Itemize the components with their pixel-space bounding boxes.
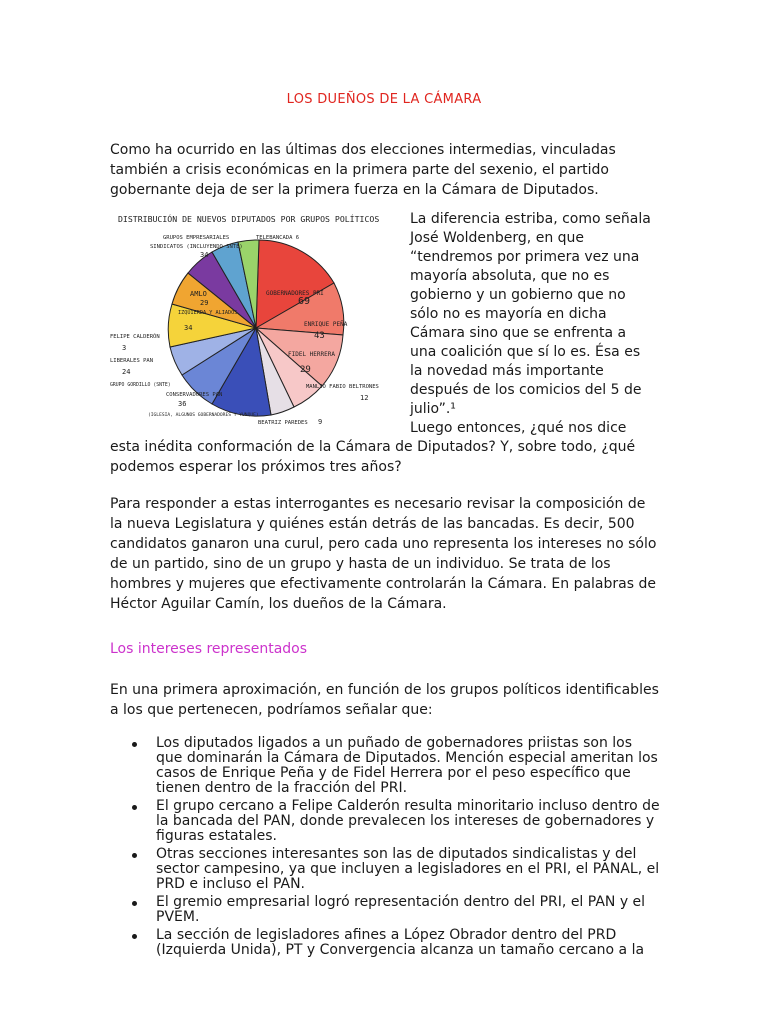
side-line: la novedad más importante bbox=[410, 363, 604, 379]
value-conservadores-pan: 36 bbox=[178, 400, 187, 408]
side-line: gobierno y un gobierno que no bbox=[410, 287, 626, 303]
side-line: después de los comicios del 5 de bbox=[410, 382, 642, 398]
value-gobernadores-pri: 69 bbox=[298, 296, 311, 307]
value-liberales-pan: 24 bbox=[122, 368, 131, 376]
value-felipe-calderon: 3 bbox=[122, 344, 127, 352]
value-beltrones: 12 bbox=[360, 394, 369, 402]
list-item: El grupo cercano a Felipe Calderón resulta minoritario incluso dentro de la bancada del PAN, donde prevalecen los intereses de gobernadores y figuras estatales. bbox=[110, 799, 660, 844]
label-liberales-pan: LIBERALES PAN bbox=[110, 358, 154, 364]
label-amlo: AMLO bbox=[190, 290, 207, 298]
figure-title: DISTRIBUCIÓN DE NUEVOS DIPUTADOS POR GRUPOS POLÍTICOS bbox=[118, 214, 380, 224]
value-amlo: 29 bbox=[200, 299, 209, 307]
value-fidel-herrera: 29 bbox=[300, 365, 311, 375]
label-grupo-gordillo: GRUPO GORDILLO (SNTE) bbox=[110, 383, 171, 388]
list-item: El gremio empresarial logró representación dentro del PRI, el PAN y el PVEM. bbox=[110, 895, 660, 925]
value-izquierda: 34 bbox=[184, 324, 193, 332]
list-item: Los diputados ligados a un puñado de gobernadores priistas son los que dominarán la Cámara de Diputados. Mención especial ameritan los casos de Enrique Peña y de Fidel Herrera por el peso específico que tienen dentro de la fracción del PRI. bbox=[110, 736, 660, 796]
label-beatriz-paredes: BEATRIZ PAREDES bbox=[258, 420, 308, 426]
list-item: La sección de legisladores afines a López Obrador dentro del PRD (Izquierda Unida), PT y Convergencia alcanza un tamaño cercano a la bbox=[110, 928, 660, 958]
pie-illustration bbox=[108, 210, 400, 430]
document-title: LOS DUEÑOS DE LA CÁMARA bbox=[286, 92, 482, 107]
value-beatriz-paredes: 9 bbox=[318, 418, 323, 426]
label-sindicatos: SINDICATOS (INCLUYENDO SNTE) bbox=[150, 244, 243, 250]
side-paragraph bbox=[410, 210, 660, 438]
label-enrique-pena: ENRIQUE PEÑA bbox=[304, 321, 348, 328]
label-empresariales: GRUPOS EMPRESARIALES bbox=[163, 235, 230, 241]
intro-paragraph: Como ha ocurrido en las últimas dos elecciones intermedias, vinculadas también a crisis económicas en la primera parte del sexenio, el partido gobernante deja de ser la primera fuerza en la Cámara de Diputados. bbox=[110, 142, 616, 198]
side-line: Cámara sino que se enfrenta a bbox=[410, 325, 627, 341]
label-conservadores-pan: CONSERVADORES PAN bbox=[166, 392, 223, 398]
side-line: La diferencia estriba, como señala bbox=[410, 211, 651, 227]
label-telebancada: TELEBANCADA 6 bbox=[256, 235, 300, 241]
label-beltrones: MANLIO FABIO BELTRONES bbox=[306, 384, 379, 390]
label-izquierda: IZQUIERDA Y ALIADOS bbox=[178, 310, 238, 316]
label-fidel-herrera: FIDEL HERRERA bbox=[288, 351, 335, 358]
continuation-paragraph: esta inédita conformación de la Cámara de Diputados? Y, sobre todo, ¿qué podemos esperar los próximos tres años? bbox=[110, 439, 636, 475]
label-conservadores-note: (IGLESIA, ALGUNOS GOBERNADORES Y YUNQUE) bbox=[148, 413, 259, 418]
list-item: Otras secciones interesantes son las de diputados sindicalistas y del sector campesino, ya que incluyen a legisladores en el PRI, el PANAL, el PRD e incluso el PAN. bbox=[110, 847, 660, 892]
side-line: “tendremos por primera vez una bbox=[410, 249, 640, 265]
label-felipe-calderon: FELIPE CALDERÓN bbox=[110, 334, 160, 340]
value-enrique-pena: 43 bbox=[314, 331, 325, 341]
label-gobernadores-pri: GOBERNADORES PRI bbox=[266, 290, 324, 297]
value-sindicatos: 34 bbox=[200, 251, 209, 259]
paragraph-aproximacion: En una primera aproximación, en función de los grupos políticos identificables a los que pertenecen, podríamos señalar que: bbox=[110, 682, 659, 718]
side-line: José Woldenberg, en que bbox=[410, 230, 585, 246]
bullet-list bbox=[110, 736, 660, 961]
side-line: sólo no es mayoría en dicha bbox=[410, 306, 607, 322]
side-line: julio”.¹ bbox=[410, 401, 456, 417]
section-heading: Los intereses representados bbox=[110, 641, 308, 657]
paragraph-composicion: Para responder a estas interrogantes es necesario revisar la composición de la nueva Legislatura y quiénes están detrás de las bancadas. Es decir, 500 candidatos ganaron una curul, pero cada uno representa los intereses no sólo de un partido, sino de un grupo y hasta de un individuo. Se trata de los hombres y mujeres que efectivamente controlarán la Cámara. En palabras de Héctor Aguilar Camín, los dueños de la Cámara. bbox=[110, 496, 657, 612]
side-line: mayoría absoluta, que no es bbox=[410, 268, 610, 284]
side-line: Luego entonces, ¿qué nos dice bbox=[410, 420, 627, 436]
side-line: una coalición que sí lo es. Ésa es bbox=[410, 344, 641, 360]
